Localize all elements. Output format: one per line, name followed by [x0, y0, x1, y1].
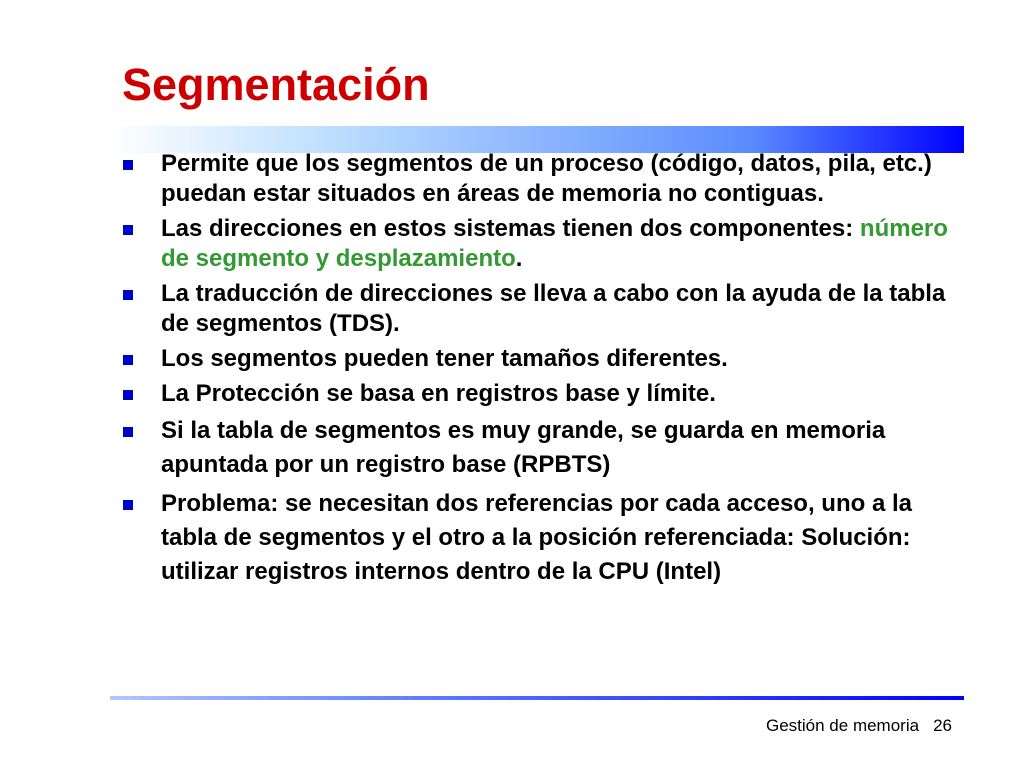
bullet-text: Si la tabla de segmentos es muy grande, se guarda en memoria apuntada por un registro base (RPBTS): [161, 417, 886, 478]
bullet-text: Problema: se necesitan dos referencias por cada acceso, uno a la tabla de segmentos y el otro a la posición referenciada: Solución: utilizar registros internos dentro de la CPU (Intel): [161, 490, 912, 585]
bullet-item: [118, 487, 948, 589]
bullet-item: [118, 379, 948, 409]
square-bullet-icon: [123, 500, 133, 510]
square-bullet-icon: [123, 355, 133, 365]
page-number: 26: [933, 716, 952, 735]
bullet-item: [118, 344, 948, 374]
bullet-highlight-text: número de segmento y desplazamiento: [161, 215, 948, 272]
square-bullet-icon: [123, 160, 133, 170]
bullet-item: [118, 414, 948, 482]
slide-title: Segmentación: [122, 59, 430, 110]
bullet-text: Los segmentos pueden tener tamaños diferentes.: [161, 345, 728, 372]
bullet-list: [118, 149, 948, 594]
bullet-item: [118, 149, 948, 209]
square-bullet-icon: [123, 225, 133, 235]
bullet-suffix-text: .: [515, 245, 523, 272]
square-bullet-icon: [123, 427, 133, 437]
bullet-text: Permite que los segmentos de un proceso (código, datos, pila, etc.) puedan estar situados en áreas de memoria no contiguas.: [161, 150, 932, 207]
square-bullet-icon: [123, 390, 133, 400]
bullet-text: La traducción de direcciones se lleva a cabo con la ayuda de la tabla de segmentos (TDS).: [161, 280, 946, 337]
footer: [766, 716, 952, 736]
bullet-item: [118, 214, 948, 274]
bullet-text: Las direcciones en estos sistemas tienen dos componentes:: [161, 215, 860, 242]
footer-label: Gestión de memoria: [766, 716, 920, 735]
bullet-text: La Protección se basa en registros base y límite.: [161, 380, 716, 407]
bullet-item: [118, 279, 948, 339]
square-bullet-icon: [123, 290, 133, 300]
footer-divider: [110, 696, 964, 700]
